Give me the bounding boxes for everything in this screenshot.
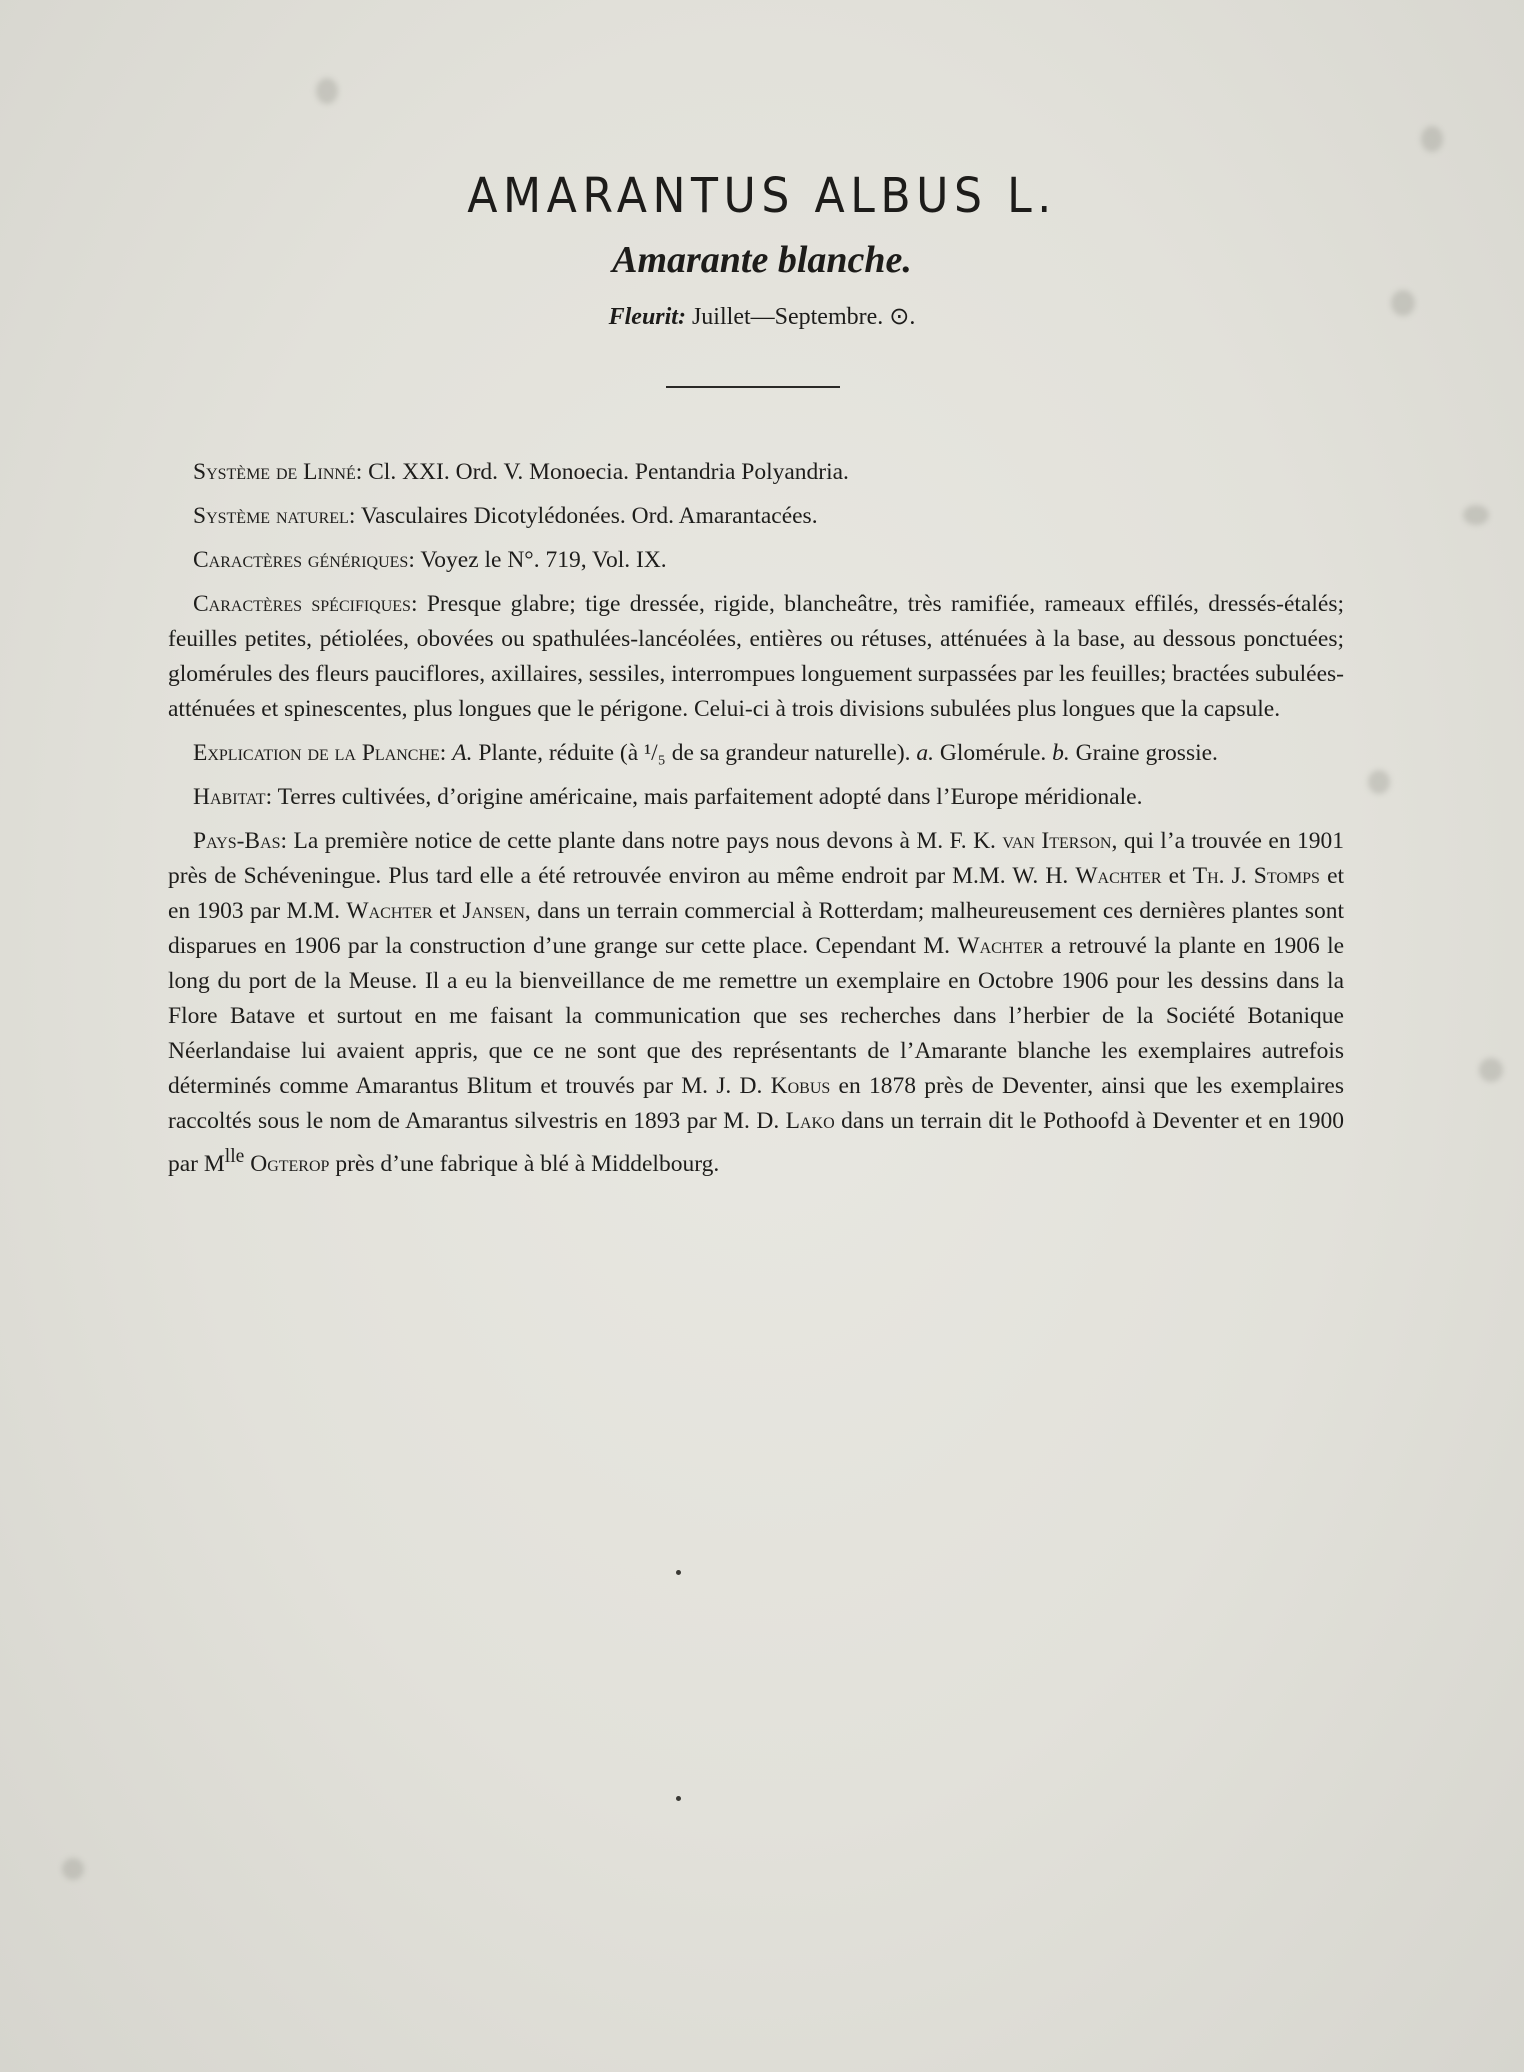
paper-spot xyxy=(62,1858,84,1880)
person-name: Th. J. Stomps xyxy=(1192,863,1320,889)
ink-speck xyxy=(676,1570,681,1575)
section-text: près d’une fabrique à blé à Middelbourg. xyxy=(335,1150,720,1177)
paper-spot xyxy=(1479,1058,1503,1082)
person-name: van Iterson, xyxy=(1002,828,1118,854)
section-text: Vasculaires Dicotylédonées. Ord. Amarantacées. xyxy=(360,503,818,529)
flowering-period xyxy=(0,302,1524,331)
paragraph-habitat xyxy=(168,780,1344,815)
description-body xyxy=(168,455,1344,1191)
paragraph-generiques xyxy=(168,543,1344,578)
person-name: Kobus xyxy=(770,1073,831,1099)
person-name: Lako xyxy=(785,1108,835,1134)
section-text: Glomérule. xyxy=(939,740,1047,766)
divider xyxy=(666,386,840,388)
section-text: et xyxy=(1168,863,1186,889)
section-text: et xyxy=(439,898,456,924)
person-name: Wachter xyxy=(957,933,1044,959)
flowering-value: Juillet—Septembre. ⊙. xyxy=(691,304,916,330)
section-label: Système naturel: xyxy=(193,503,356,529)
figure-letter: b. xyxy=(1052,740,1070,766)
paper-spot xyxy=(1368,770,1390,794)
section-text: Cl. XXI. Ord. V. Monoecia. Pentandria Polyandria. xyxy=(368,459,849,485)
section-text: Plante, réduite (à xyxy=(478,740,639,766)
section-label: Habitat: xyxy=(193,784,273,810)
section-text: Presque glabre; tige dressée, rigide, blancheâtre, très ramifiée, rameaux effilés, dressés-étalés; feuilles petites, pétiolées, obovées ou spathulées-lancéolées, entières ou rétuses, atténuées à la base, au dessous ponctuées; glomérules des fleurs pauciflores, axillaires, sessiles, interrompues longuement surpassées par les feuilles; bractées subulées-atténuées et spinescentes, plus longues que le périgone. Celui-ci à trois divisions subulées plus longues que la capsule. xyxy=(168,591,1344,722)
paragraph-linne xyxy=(168,455,1344,490)
paper-spot xyxy=(1463,505,1489,525)
section-text: La première notice de cette plante dans notre pays nous devons à M. F. K. xyxy=(293,828,996,854)
paper-spot xyxy=(1421,126,1443,152)
section-text: et en 1903 par M.M. xyxy=(168,863,1345,924)
section-text: Terres cultivées, d’origine américaine, mais parfaitement adopté dans l’Europe méridionale. xyxy=(277,784,1143,810)
section-text: Graine grossie. xyxy=(1075,740,1218,766)
section-text: dans un terrain commercial à Rotterdam; malheureusement ces dernières plantes sont disparues en 1906 par la construction d’une grange sur cette place. Cependant M. xyxy=(168,898,1344,959)
section-text: en 1878 près de Deventer, ainsi que les exemplaires raccoltés sous le nom de Amarantus silvestris en 1893 par M. D. xyxy=(168,1073,1345,1134)
section-label: Système de Linné: xyxy=(193,459,363,485)
ink-speck xyxy=(676,1796,681,1801)
person-name: Wachter xyxy=(346,898,433,924)
page-title: AMARANTUS ALBUS L. xyxy=(467,168,1057,224)
figure-letter: A. xyxy=(452,740,473,766)
section-text: Voyez le N°. 719, Vol. IX. xyxy=(420,547,667,573)
fraction: ¹/₅ xyxy=(644,740,666,766)
flowering-label: Fleurit: xyxy=(608,304,686,330)
section-label: Caractères génériques: xyxy=(193,547,415,573)
section-text: a retrouvé la plante en 1906 le long du port de la Meuse. Il a eu la bienveillance de me remettre un exemplaire en Octobre 1906 pour les dessins dans la Flore Batave et surtout en me faisant la communication que ses recherches dans l’herbier de la Société Botanique Néerlandaise lui avaient appris, que ce ne sont que des représentants de l’Amarante blanche les exemplaires autrefois déterminés comme Amarantus Blitum et trouvés par M. J. D. xyxy=(168,933,1345,1099)
common-name: Amarante blanche. xyxy=(612,239,912,281)
section-label: Caractères spécifiques: xyxy=(193,591,418,617)
person-name: Wachter xyxy=(1075,863,1162,889)
superscript: lle xyxy=(224,1146,245,1167)
paragraph-specifiques xyxy=(168,587,1344,727)
paragraph-pays-bas xyxy=(168,824,1344,1182)
section-label: Pays-Bas: xyxy=(193,828,288,854)
paper-spot xyxy=(316,78,338,104)
section-text: qui l’a trouvée en 1901 près de Schéveningue. Plus tard elle a été retrouvée environ au même endroit par M.M. W. H. xyxy=(168,828,1345,889)
person-name: Jansen, xyxy=(462,898,531,924)
section-text: dans un terrain dit le Pothoofd à Deventer et en 1900 par M xyxy=(168,1108,1345,1177)
section-label: Explication de la Planche: xyxy=(193,740,447,766)
person-name: Ogterop xyxy=(250,1150,330,1177)
paragraph-naturel xyxy=(168,499,1344,534)
figure-letter: a. xyxy=(916,740,935,766)
section-text: de sa grandeur naturelle). xyxy=(671,740,911,766)
paragraph-explication xyxy=(168,736,1344,771)
